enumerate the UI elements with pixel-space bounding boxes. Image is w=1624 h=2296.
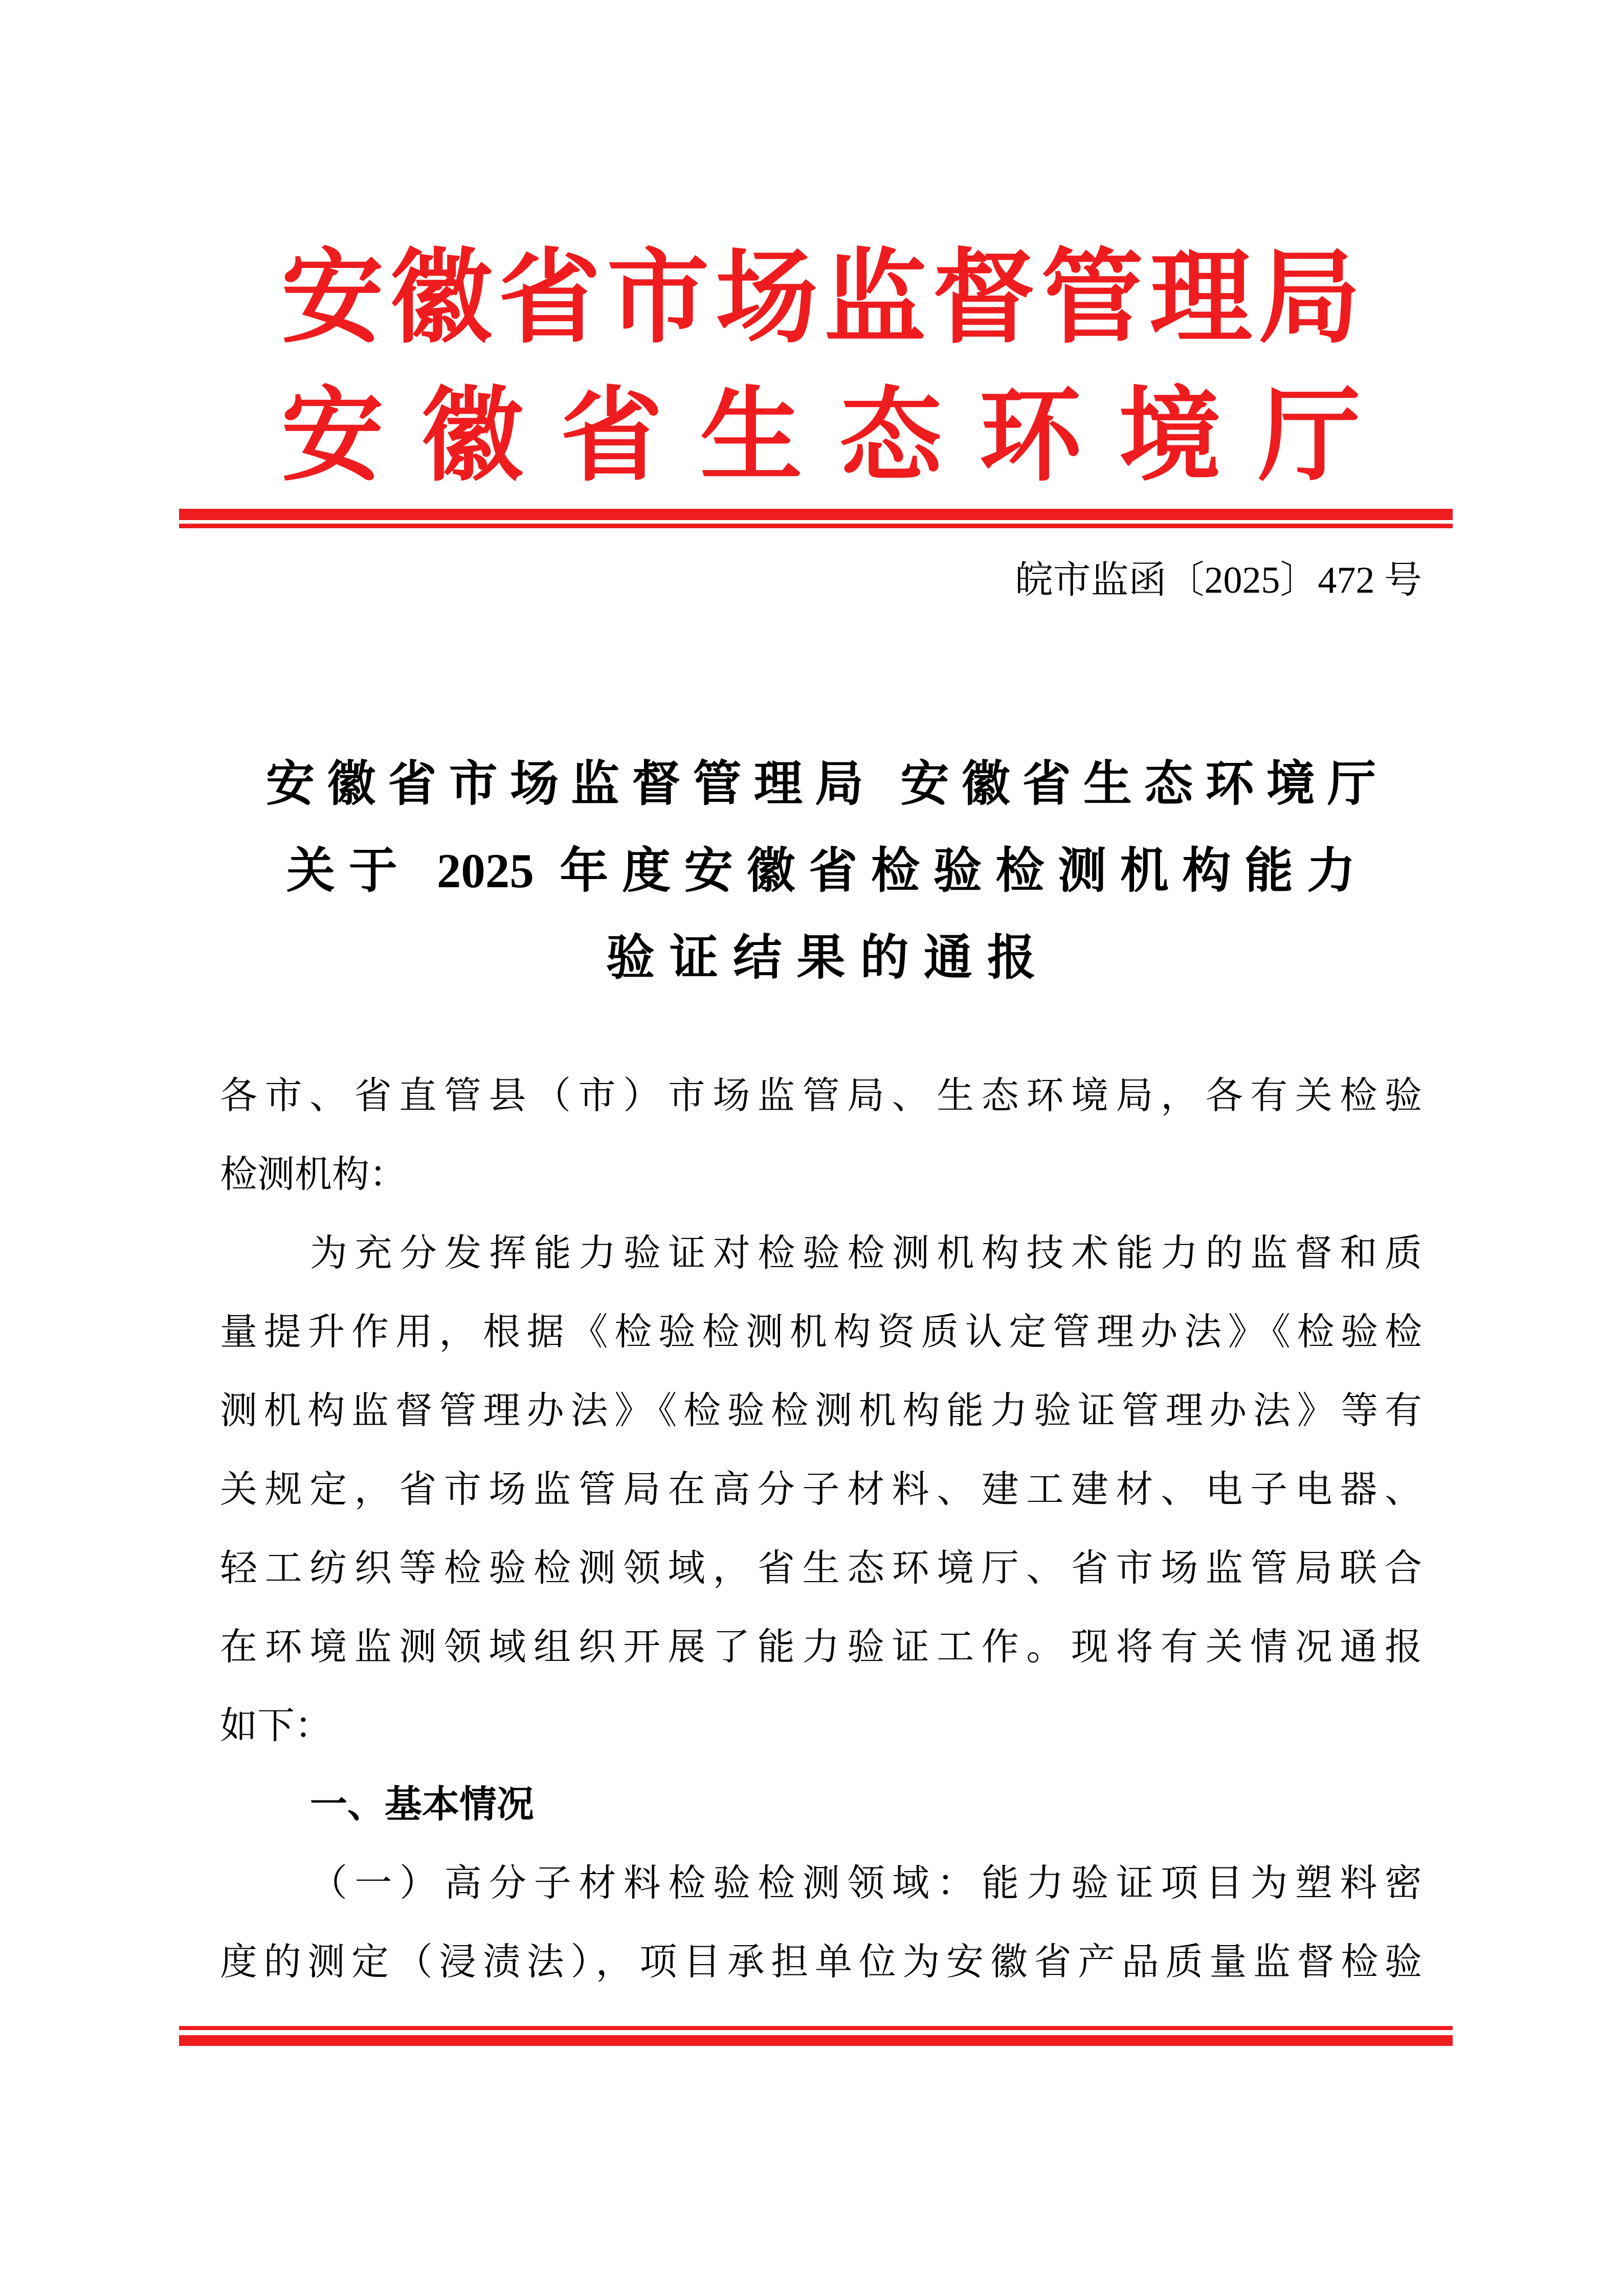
body-line-para1-1: 为充分发挥能力验证对检验检测机构技术能力的监督和质	[310, 1232, 1422, 1274]
letterhead-agency-line2: 安徽省生态环境厅	[281, 380, 1361, 493]
body-line-salutation-1: 各市、省直管县（市）市场监管局、生态环境局，各有关检验	[220, 1075, 1422, 1116]
footer-divider-thick-line	[179, 2035, 1453, 2046]
body-line-para1-7: 如下：	[220, 1705, 332, 1746]
body-line-para1-4: 关规定，省市场监管局在高分子材料、建工建材、电子电器、	[220, 1469, 1422, 1510]
document-number: 皖市监函〔2025〕472 号	[1015, 559, 1422, 601]
body-line-para1-2: 量提升作用，根据《检验检测机构资质认定管理办法》《检验检	[220, 1311, 1422, 1353]
header-divider-thick-line	[179, 509, 1453, 520]
body-line-para2-2: 度的测定（浸渍法），项目承担单位为安徽省产品质量监督检验	[220, 1941, 1422, 1983]
letterhead	[220, 230, 1422, 506]
document-title-line3: 验证结果的通报	[606, 931, 1036, 985]
footer-divider	[179, 2026, 1453, 2046]
section-heading-basic-situation: 一、基本情况	[310, 1784, 534, 1825]
body-line-para1-5: 轻工纺织等检验检测领域，省生态环境厅、省市场监管局联合	[220, 1547, 1422, 1589]
body-line-para2-1: （一）高分子材料检验检测领域：能力验证项目为塑料密	[310, 1862, 1422, 1904]
document-title-line1: 安徽省市场监督管理局 安徽省生态环境厅	[266, 757, 1376, 811]
header-divider-thin-line	[179, 524, 1453, 528]
footer-divider-thin-line	[179, 2026, 1453, 2030]
document-title	[220, 740, 1422, 1001]
body-line-para1-3: 测机构监督管理办法》《检验检测机构能力验证管理办法》等有	[220, 1390, 1422, 1431]
letterhead-agency-line1: 安徽省市场监督管理局	[281, 242, 1361, 355]
body-line-para1-6: 在环境监测领域组织开展了能力验证工作。现将有关情况通报	[220, 1626, 1422, 1668]
body-line-salutation-2: 检测机构：	[220, 1154, 407, 1195]
document-title-line2: 关于 2025 年度安徽省检验检测机构能力	[286, 844, 1355, 898]
header-divider	[179, 509, 1453, 528]
document-body	[220, 1056, 1422, 2001]
